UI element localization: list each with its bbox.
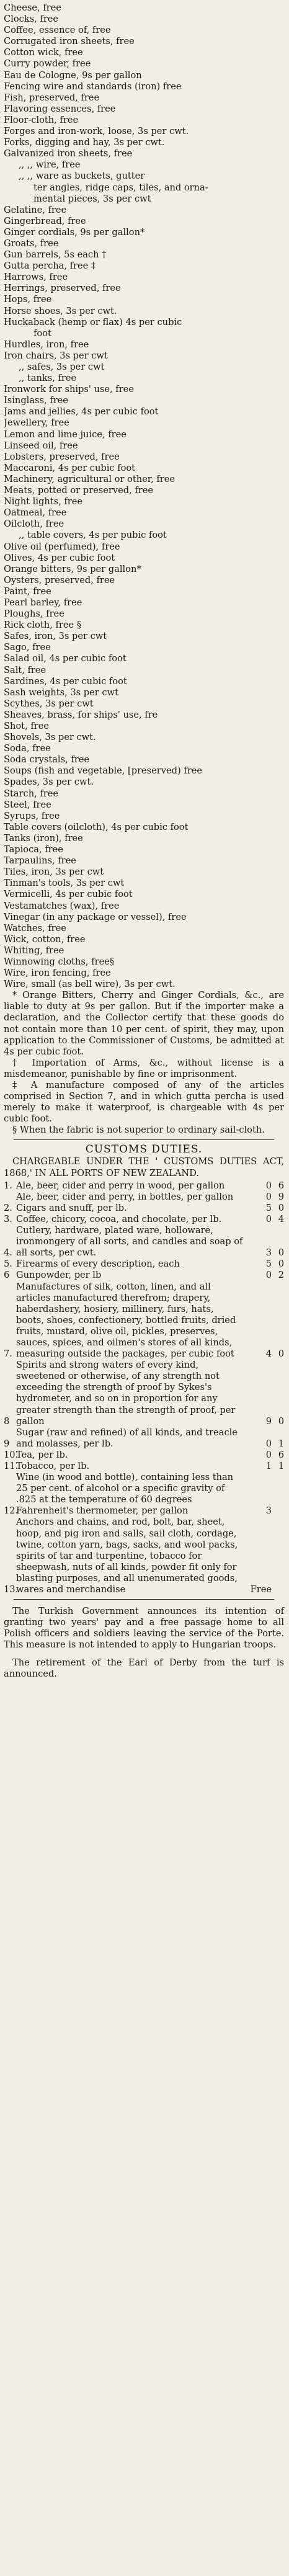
duty-number: 7. bbox=[4, 1348, 12, 1360]
tariff-item: Coffee, essence of, free bbox=[4, 25, 111, 36]
duty-amount bbox=[247, 1259, 284, 1270]
duty-pence bbox=[274, 1505, 284, 1517]
tariff-item: ,, table covers, 4s per pubic foot bbox=[19, 530, 167, 541]
duty-amount bbox=[247, 1416, 284, 1427]
duty-row bbox=[4, 1270, 284, 1281]
tariff-item: Shot, free bbox=[4, 721, 49, 731]
tariff-item: Jams and jellies, 4s per cubic foot bbox=[4, 406, 159, 417]
duty-shillings: 1 bbox=[265, 1461, 272, 1471]
duty-shillings: 0 bbox=[265, 1438, 272, 1449]
duty-shillings: 5 bbox=[265, 1202, 272, 1213]
tariff-item: Groats, free bbox=[4, 238, 59, 249]
duty-row bbox=[4, 1180, 284, 1192]
duty-shillings: 0 bbox=[265, 1191, 272, 1202]
duty-amount bbox=[247, 1247, 284, 1259]
tariff-item: Spades, 3s per cwt. bbox=[4, 777, 94, 788]
duty-row bbox=[4, 1214, 284, 1225]
duty-number: 13. bbox=[4, 1584, 19, 1595]
duty-description: Spirits and strong waters of every kind, sweetened or otherwise, of any strength not exceeding the strength of proof by Sykes's hydrometer, and so on in proportion for any greater strength than the strength of proof, per gallon bbox=[16, 1360, 236, 1427]
tariff-item: Machinery, agricultural or other, free bbox=[4, 473, 176, 484]
duty-description: Tea, per lb. bbox=[16, 1449, 68, 1460]
duty-row bbox=[4, 1461, 284, 1472]
duty-pence: 4 bbox=[278, 1213, 284, 1224]
duty-amount bbox=[247, 1180, 284, 1192]
tariff-item: Watches, free bbox=[4, 922, 66, 934]
tariff-item: Curry powder, free bbox=[4, 58, 91, 69]
tariff-item: Safes, iron, 3s per cwt bbox=[4, 631, 107, 642]
tariff-item: mental pieces, 3s per cwt bbox=[33, 193, 151, 204]
duty-shillings: 4 bbox=[265, 1348, 272, 1360]
tariff-item: Horse shoes, 3s per cwt. bbox=[4, 305, 117, 316]
tariff-item: Oatmeal, free bbox=[4, 507, 67, 519]
duty-description: Gunpowder, per lb bbox=[16, 1270, 102, 1281]
duty-shillings: 3 bbox=[265, 1505, 272, 1517]
tariff-item: Soda crystals, free bbox=[4, 754, 89, 765]
tariff-item: Corrugated iron sheets, free bbox=[4, 36, 135, 47]
news-items bbox=[4, 1606, 284, 1680]
tariff-item: Tapioca, free bbox=[4, 844, 63, 855]
tariff-item: Vermicelli, 4s per cubic foot bbox=[4, 889, 133, 900]
news-paragraph: The retirement of the Earl of Derby from the turf is announced. bbox=[4, 1657, 284, 1679]
tariff-item: Oysters, preserved, free bbox=[4, 574, 115, 586]
tariff-item: Night lights, free bbox=[4, 496, 83, 507]
duty-number: 3. bbox=[4, 1213, 12, 1224]
tariff-item: Soups (fish and vegetable, [preserved) free bbox=[4, 765, 202, 777]
tariff-item: Gun barrels, 5s each † bbox=[4, 249, 107, 261]
duty-row bbox=[4, 1203, 284, 1214]
tariff-item: Forks, digging and hay, 3s per cwt. bbox=[4, 137, 165, 148]
duty-pence: 0 bbox=[278, 1247, 284, 1259]
tariff-item: Rick cloth, free § bbox=[4, 620, 82, 631]
duty-description: Sugar (raw and refined) of all kinds, and treacle and molasses, per lb. bbox=[16, 1427, 238, 1449]
duty-row bbox=[4, 1225, 284, 1259]
tariff-item: ,, tanks, free bbox=[19, 373, 77, 384]
duty-number: 6 bbox=[4, 1270, 10, 1281]
tariff-item: Iron chairs, 3s per cwt bbox=[4, 350, 108, 361]
tariff-item: Scythes, 3s per cwt bbox=[4, 698, 94, 709]
duty-amount bbox=[247, 1584, 284, 1595]
tariff-item: Sago, free bbox=[4, 642, 51, 653]
tariff-item: Salad oil, 4s per cubic foot bbox=[4, 653, 127, 664]
tariff-item: Lobsters, preserved, free bbox=[4, 451, 120, 462]
duty-amount bbox=[247, 1505, 284, 1517]
tariff-item: Wire, iron fencing, free bbox=[4, 968, 111, 979]
duty-shillings: Free bbox=[250, 1584, 272, 1595]
tariff-item: Tarpaulins, free bbox=[4, 855, 76, 867]
tariff-item: Steel, free bbox=[4, 799, 51, 810]
duty-row bbox=[4, 1281, 284, 1360]
tariff-column bbox=[4, 2, 284, 1680]
duty-row bbox=[4, 1427, 284, 1450]
tariff-item: Eau de Cologne, 9s per gallon bbox=[4, 69, 142, 81]
duty-shillings: 0 bbox=[265, 1270, 272, 1281]
tariff-item: Winnowing cloths, free§ bbox=[4, 956, 115, 967]
duty-amount bbox=[247, 1214, 284, 1225]
duty-number: 12. bbox=[4, 1505, 19, 1517]
duty-pence: 2 bbox=[278, 1270, 284, 1281]
tariff-item: Starch, free bbox=[4, 788, 59, 799]
duty-shillings: 3 bbox=[265, 1247, 272, 1259]
tariff-item: Ginger cordials, 9s per gallon* bbox=[4, 226, 145, 238]
duty-table bbox=[4, 1180, 284, 1595]
tariff-item: Table covers (oilcloth), 4s per cubic foot bbox=[4, 821, 189, 832]
duty-pence: 0 bbox=[278, 1259, 284, 1270]
duty-number: 8 bbox=[4, 1415, 10, 1427]
duty-pence: 0 bbox=[278, 1202, 284, 1213]
duty-shillings: 0 bbox=[265, 1180, 272, 1191]
tariff-item: Jewellery, free bbox=[4, 417, 69, 429]
tariff-item: Cotton wick, free bbox=[4, 47, 83, 58]
tariff-item: Syrups, free bbox=[4, 810, 60, 821]
tariff-item: Fish, preserved, free bbox=[4, 92, 100, 103]
tariff-item: ,, ,, ware as buckets, gutter bbox=[19, 171, 145, 182]
footnotes bbox=[4, 990, 284, 1136]
tariff-item: Tanks (iron), free bbox=[4, 832, 83, 844]
customs-subheading: CHARGEABLE UNDER THE ' CUSTOMS DUTIES ACT, 1868,' IN ALL PORTS OF NEW ZEALAND. bbox=[4, 1156, 284, 1179]
duty-pence: 0 bbox=[278, 1415, 284, 1427]
tariff-item: Flavoring essences, free bbox=[4, 103, 116, 114]
duty-number: 11. bbox=[4, 1461, 19, 1471]
duty-number: 2. bbox=[4, 1202, 12, 1213]
tariff-item: Vinegar (in any package or vessel), free bbox=[4, 911, 187, 922]
tariff-item: Hurdles, iron, free bbox=[4, 339, 89, 350]
duty-description: Wine (in wood and bottle), containing less than 25 per cent. of alcohol or a specific gravity of .825 at the temperature of 60 degrees Fahrenheit's thermometer, per gallon bbox=[16, 1472, 234, 1517]
duty-number: 9 bbox=[4, 1438, 10, 1449]
tariff-item: Ploughs, free bbox=[4, 608, 64, 620]
tariff-item: Soda, free bbox=[4, 743, 51, 754]
duty-description: Cigars and snuff, per lb. bbox=[16, 1202, 127, 1213]
duty-amount bbox=[247, 1461, 284, 1472]
tariff-item: Tiles, iron, 3s per cwt bbox=[4, 867, 104, 878]
duty-description: Firearms of every description, each bbox=[16, 1259, 180, 1270]
duty-number: 4. bbox=[4, 1247, 12, 1259]
duty-description: Ale, beer, cider and perry in wood, per gallon bbox=[16, 1180, 225, 1191]
duty-row bbox=[4, 1450, 284, 1461]
duty-shillings: 0 bbox=[265, 1449, 272, 1460]
tariff-item: Galvanized iron sheets, free bbox=[4, 148, 133, 159]
tariff-item: Tinman's tools, 3s per cwt bbox=[4, 878, 125, 889]
tariff-item: Olives, 4s per cubic foot bbox=[4, 552, 115, 563]
tariff-item: Shovels, 3s per cwt. bbox=[4, 732, 96, 743]
duty-amount bbox=[247, 1348, 284, 1360]
duty-pence: 9 bbox=[278, 1191, 284, 1202]
tariff-item: Sheaves, brass, for ships' use, fre bbox=[4, 709, 158, 720]
tariff-item: Gingerbread, free bbox=[4, 215, 86, 226]
duty-pence: 1 bbox=[278, 1438, 284, 1449]
tariff-item: Gutta percha, free ‡ bbox=[4, 261, 96, 272]
duty-description: Coffee, chicory, cocoa, and chocolate, per lb. bbox=[16, 1213, 222, 1224]
duty-pence: 1 bbox=[278, 1461, 284, 1471]
duty-description: Ale, beer, cider and perry, in bottles, per gallon bbox=[16, 1191, 234, 1202]
duty-row bbox=[4, 1259, 284, 1270]
duty-shillings: 0 bbox=[265, 1213, 272, 1224]
duty-amount bbox=[247, 1203, 284, 1214]
footnote: † Importation of Arms, &c., without license is a misdemeanor, punishable by fine or imprisonment. bbox=[4, 1057, 284, 1079]
free-list bbox=[4, 2, 284, 990]
tariff-item: Meats, potted or preserved, free bbox=[4, 485, 153, 496]
duty-description: Manufactures of silk, cotton, linen, and all articles manufactured therefrom; drapery, haberdashery, hosiery, millinery, furs, hats, boots, shoes, confectionery, bottled fruits, dried fruits, mustard, olive oil, pickles, preserves, sauces, spices, and oilmen's stores of all kinds, measuring outside the packages, per cubic foot bbox=[16, 1281, 236, 1360]
tariff-item: Orange bitters, 9s per gallon* bbox=[4, 563, 141, 574]
footnote: § When the fabric is not superior to ordinary sail-cloth. bbox=[12, 1125, 265, 1136]
tariff-item: Fencing wire and standards (iron) free bbox=[4, 81, 182, 92]
tariff-item: Sardines, 4s per cubic foot bbox=[4, 675, 127, 687]
tariff-item: ,, safes, 3s per cwt bbox=[19, 362, 105, 372]
tariff-item: Isinglass, free bbox=[4, 395, 68, 406]
duty-pence: 0 bbox=[278, 1348, 284, 1360]
tariff-item: Olive oil (perfumed), free bbox=[4, 541, 120, 552]
duty-row bbox=[4, 1360, 284, 1427]
duty-pence bbox=[274, 1584, 284, 1595]
tariff-item: Maccaroni, 4s per cubic foot bbox=[4, 462, 136, 473]
tariff-item: Whiting, free bbox=[4, 945, 64, 956]
duty-pence: 6 bbox=[278, 1449, 284, 1460]
tariff-item: Wire, small (as bell wire), 3s per cwt. bbox=[4, 979, 176, 990]
tariff-item: Pearl barley, free bbox=[4, 597, 82, 608]
duty-amount bbox=[247, 1438, 284, 1450]
duty-amount bbox=[247, 1270, 284, 1281]
duty-shillings: 5 bbox=[265, 1259, 272, 1270]
tariff-item: Wick, cotton, free bbox=[4, 934, 86, 945]
footnote: * Orange Bitters, Cherry and Ginger Cordials, &c., are liable to duty at 9s per gallon. But if the importer make a declaration, and the Collector certify that these goods do not contain more than 10 per cent. of spirit, they may, upon application to the Commissioner of Customs, be admitted at 4s per cubic foot. bbox=[4, 990, 284, 1057]
tariff-item: Clocks, free bbox=[4, 14, 59, 25]
tariff-item: ter angles, ridge caps, tiles, and orna- bbox=[33, 182, 208, 193]
duty-description: Anchors and chains, and rod, bolt, bar, sheet, hoop, and pig iron and salls, sail cloth, cordage, twine, cotton yarn, bags, sacks, and wool packs, spirits of tar and turpentine, tobacco for sheepwash, nuts of all kinds, powder fit only for blasting purposes, and all unenumerated goods, wares and merchandise bbox=[16, 1517, 238, 1595]
duty-pence: 6 bbox=[278, 1180, 284, 1191]
duty-shillings: 9 bbox=[265, 1415, 272, 1427]
tariff-item: Linseed oil, free bbox=[4, 440, 78, 451]
tariff-item: Herrings, preserved, free bbox=[4, 283, 121, 294]
duty-amount bbox=[247, 1450, 284, 1461]
tariff-item: Ironwork for ships' use, free bbox=[4, 384, 134, 395]
tariff-item: Sash weights, 3s per cwt bbox=[4, 687, 118, 698]
tariff-item: Cheese, free bbox=[4, 2, 61, 13]
tariff-item: Salt, free bbox=[4, 664, 47, 675]
duty-amount bbox=[247, 1192, 284, 1203]
tariff-item: foot bbox=[33, 328, 51, 339]
tariff-item: ,, ,, wire, free bbox=[19, 159, 81, 171]
tariff-item: Lemon and lime juice, free bbox=[4, 429, 127, 440]
section-divider-2 bbox=[14, 1599, 274, 1600]
customs-heading: CUSTOMS DUTIES. bbox=[85, 1143, 203, 1156]
duty-row bbox=[4, 1192, 284, 1203]
tariff-item: Forges and iron-work, loose, 3s per cwt. bbox=[4, 126, 189, 137]
tariff-item: Floor-cloth, free bbox=[4, 114, 79, 125]
tariff-item: Gelatine, free bbox=[4, 204, 67, 215]
tariff-item: Oilcloth, free bbox=[4, 519, 64, 530]
section-divider bbox=[14, 1139, 274, 1140]
duty-description: Tobacco, per lb. bbox=[16, 1461, 90, 1471]
duty-number: 10. bbox=[4, 1449, 19, 1460]
tariff-item: Hops, free bbox=[4, 294, 52, 305]
tariff-item: Harrows, free bbox=[4, 272, 68, 283]
tariff-item: Huckaback (hemp or flax) 4s per cubic bbox=[4, 316, 182, 328]
tariff-item: Vestamatches (wax), free bbox=[4, 900, 120, 911]
duty-number: 1. bbox=[4, 1180, 12, 1191]
duty-row bbox=[4, 1472, 284, 1517]
duty-number: 5. bbox=[4, 1259, 12, 1270]
tariff-item: Paint, free bbox=[4, 586, 51, 597]
duty-description: Cutlery, hardware, plated ware, holloware, ironmongery of all sorts, and candles and soap of all sorts, per cwt. bbox=[16, 1225, 243, 1259]
footnote: ‡ A manufacture composed of any of the articles comprised in Section 7, and in which gutta percha is used merely to make it waterproof, is chargeable with 4s per cubic foot. bbox=[4, 1080, 284, 1125]
news-paragraph: The Turkish Government announces its intention of granting two years' pay and a free passage home to all Polish officers and soldiers leaving the service of the Porte. This measure is not intended to apply to Hungarian troops. bbox=[4, 1606, 284, 1651]
duty-row bbox=[4, 1517, 284, 1595]
